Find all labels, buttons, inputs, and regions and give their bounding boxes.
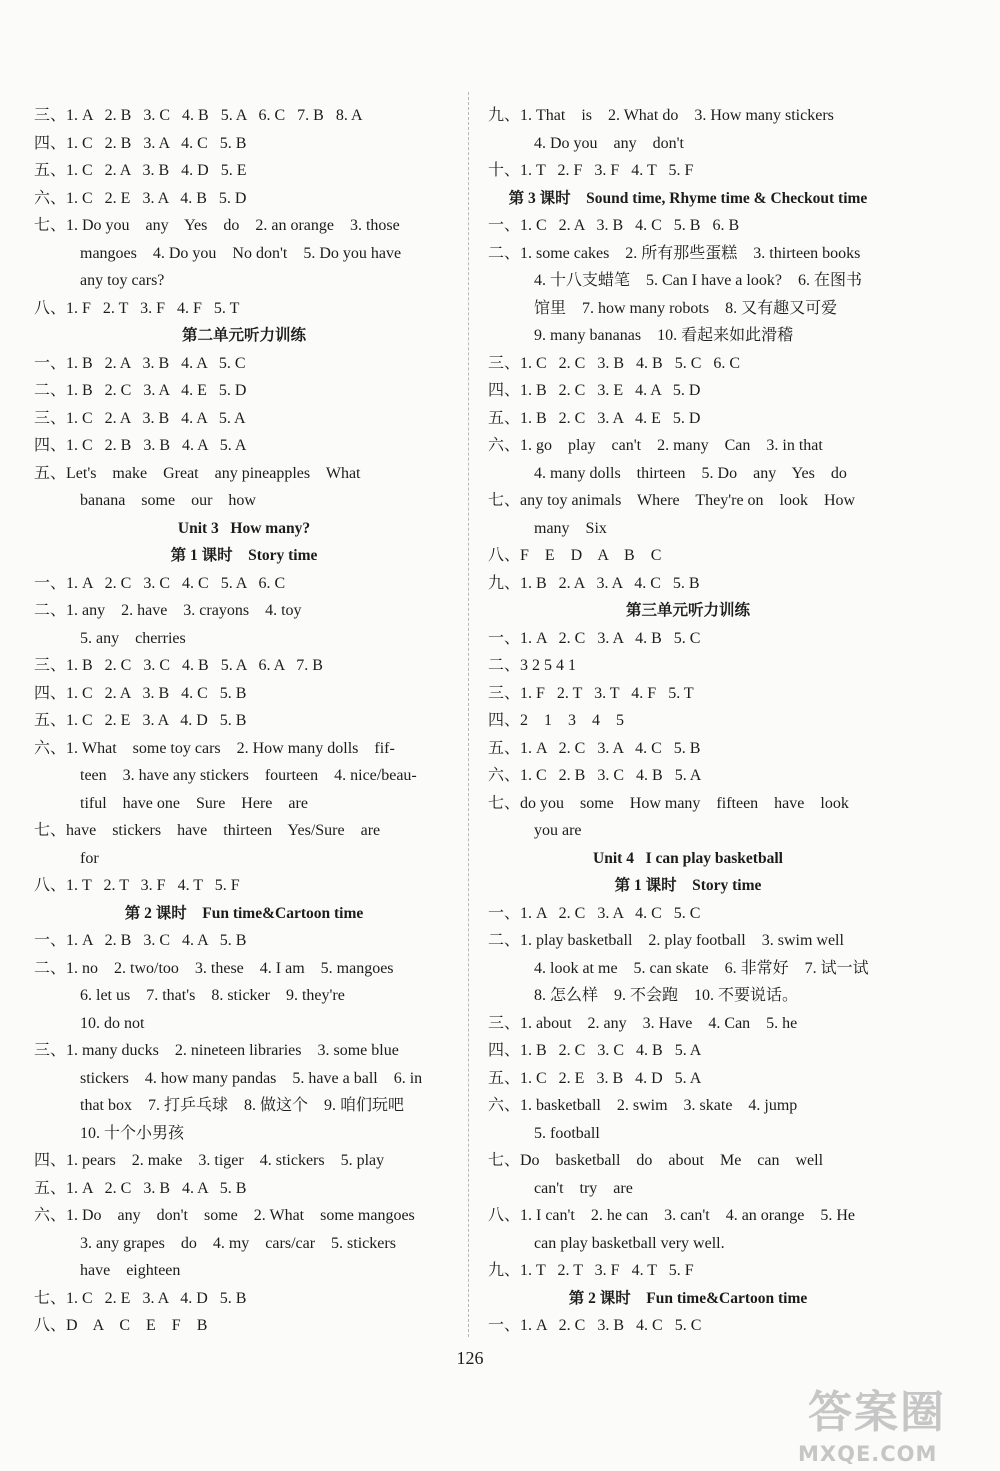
- answer-line: 二、1. B 2. C 3. A 4. E 5. D: [34, 382, 247, 399]
- answer-line: 一、1. C 2. A 3. B 4. C 5. B 6. B: [488, 217, 740, 234]
- answer-line: can play basketball very well.: [534, 1234, 725, 1252]
- watermark-logo: [790, 1385, 995, 1471]
- answer-line: 一、1. A 2. C 3. C 4. C 5. A 6. C: [34, 574, 286, 592]
- answer-line: 七、1. Do you any Yes do 2. an orange 3. those: [34, 217, 400, 234]
- section-heading: 第 1 课时 Story time: [170, 547, 318, 564]
- answer-line: 馆里 7. how many robots 8. 又有趣又可爱: [534, 299, 838, 317]
- section-heading: 第 1 课时 Story time: [614, 877, 762, 894]
- answer-line: 4. look at me 5. can skate 6. 非常好 7. 试一试: [534, 959, 869, 977]
- answer-line: 三、1. C 2. C 3. B 4. B 5. C 6. C: [488, 354, 741, 372]
- answer-line: 三、1. many ducks 2. nineteen libraries 3. some blue: [34, 1042, 399, 1059]
- section-heading: 第二单元听力训练: [181, 327, 306, 344]
- page-number: 126: [456, 1348, 484, 1368]
- answer-line: 五、1. A 2. C 3. B 4. A 5. B: [34, 1179, 247, 1197]
- answer-line: 10. do not: [80, 1014, 145, 1032]
- answer-line: 一、1. A 2. C 3. B 4. C 5. C: [488, 1317, 702, 1334]
- answer-line: 七、1. C 2. E 3. A 4. D 5. B: [34, 1289, 247, 1307]
- answer-line: 一、1. A 2. C 3. A 4. B 5. C: [488, 629, 701, 647]
- answer-line: 四、1. C 2. B 3. B 4. A 5. A: [34, 437, 247, 454]
- answer-line: can't try are: [534, 1179, 633, 1197]
- answer-line: 3. any grapes do 4. my cars/car 5. stickers: [80, 1234, 396, 1252]
- answer-line: 二、1. some cakes 2. 所有那些蛋糕 3. thirteen books: [488, 244, 861, 262]
- answer-line: 三、1. F 2. T 3. T 4. F 5. T: [488, 684, 694, 702]
- answer-line: 二、1. any 2. have 3. crayons 4. toy: [34, 602, 302, 619]
- section-heading: 第 2 课时 Fun time&Cartoon time: [124, 904, 364, 922]
- section-heading: 第 2 课时 Fun time&Cartoon time: [568, 1289, 808, 1307]
- answer-line: 二、1. no 2. two/too 3. these 4. I am 5. mangoes: [34, 959, 394, 977]
- answer-line: 8. 怎么样 9. 不会跑 10. 不要说话。: [534, 987, 799, 1004]
- answer-line: 三、1. B 2. C 3. C 4. B 5. A 6. A 7. B: [34, 657, 323, 674]
- watermark-url: MXQE.COM: [798, 1442, 938, 1466]
- answer-line: 10. 十个小男孩: [80, 1124, 185, 1142]
- answer-line: 三、1. C 2. A 3. B 4. A 5. A: [34, 409, 246, 427]
- answer-line: 三、1. about 2. any 3. Have 4. Can 5. he: [488, 1014, 798, 1032]
- answer-line: 四、1. B 2. C 3. E 4. A 5. D: [488, 382, 701, 399]
- answer-line: 四、1. pears 2. make 3. tiger 4. stickers 5. play: [34, 1152, 385, 1169]
- answer-line: 9. many bananas 10. 看起来如此滑稽: [534, 327, 794, 344]
- answer-line: 七、do you some How many fifteen have look: [488, 794, 849, 812]
- answer-line: 八、1. F 2. T 3. F 4. F 5. T: [34, 299, 240, 317]
- answer-line: 六、1. go play can't 2. many Can 3. in that: [488, 437, 823, 454]
- answer-line: 九、1. T 2. T 3. F 4. T 5. F: [488, 1262, 694, 1279]
- answer-line: 二、1. play basketball 2. play football 3. swim well: [488, 932, 844, 949]
- answer-line: 六、1. Do any don't some 2. What some mangoes: [34, 1207, 415, 1224]
- answer-line: 一、1. B 2. A 3. B 4. A 5. C: [34, 354, 246, 372]
- answer-line: 一、1. A 2. C 3. A 4. C 5. C: [488, 904, 701, 922]
- watermark-title: 答案圈: [808, 1387, 946, 1438]
- answer-line: 五、1. A 2. C 3. A 4. C 5. B: [488, 739, 701, 757]
- answer-line: 4. 十八支蜡笔 5. Can I have a look? 6. 在图书: [534, 272, 862, 289]
- answer-line: 5. football: [534, 1124, 600, 1142]
- answer-line: 6. let us 7. that's 8. sticker 9. they're: [80, 987, 345, 1004]
- section-heading: Unit 3 How many?: [177, 519, 311, 537]
- answer-line: 4. Do you any don't: [534, 134, 684, 152]
- answer-line: 八、D A C E F B: [34, 1317, 208, 1334]
- answer-line: banana some our how: [80, 492, 256, 509]
- answer-line: any toy cars?: [80, 272, 165, 289]
- answer-line: mangoes 4. Do you No don't 5. Do you have: [80, 244, 402, 262]
- answer-line: 八、F E D A B C: [488, 547, 662, 564]
- section-heading: Unit 4 I can play basketball: [593, 849, 783, 867]
- answer-line: 五、1. B 2. C 3. A 4. E 5. D: [488, 409, 701, 427]
- answer-line: 五、1. C 2. E 3. A 4. D 5. B: [34, 712, 247, 729]
- answer-line: teen 3. have any stickers fourteen 4. nice/beau-: [80, 767, 417, 784]
- answer-line: 四、1. B 2. C 3. C 4. B 5. A: [488, 1042, 702, 1059]
- answer-line: 五、1. C 2. A 3. B 4. D 5. E: [34, 162, 247, 179]
- right-answer-column: [488, 102, 888, 1340]
- answer-line: you are: [534, 822, 582, 839]
- answer-line: 七、Do basketball do about Me can well: [488, 1152, 824, 1169]
- answer-line: 五、1. C 2. E 3. B 4. D 5. A: [488, 1069, 702, 1087]
- answer-line: 九、1. B 2. A 3. A 4. C 5. B: [488, 574, 700, 592]
- section-heading: 第三单元听力训练: [625, 602, 750, 619]
- answer-line: 八、1. T 2. T 3. F 4. T 5. F: [34, 877, 240, 894]
- answer-line: 二、3 2 5 4 1: [488, 657, 577, 674]
- column-divider: [468, 92, 469, 1337]
- answer-line: stickers 4. how many pandas 5. have a ball 6. in: [80, 1069, 423, 1087]
- answer-line: 一、1. A 2. B 3. C 4. A 5. B: [34, 932, 247, 949]
- answer-line: 九、1. That is 2. What do 3. How many stickers: [488, 107, 834, 124]
- answer-line: tiful have one Sure Here are: [80, 794, 308, 812]
- answer-line: for: [80, 849, 99, 867]
- answer-line: 四、1. C 2. B 3. A 4. C 5. B: [34, 134, 247, 152]
- answer-line: 六、1. C 2. B 3. C 4. B 5. A: [488, 767, 702, 784]
- answer-line: 五、Let's make Great any pineapples What: [34, 464, 361, 482]
- answer-line: 四、1. C 2. A 3. B 4. C 5. B: [34, 684, 247, 702]
- answer-line: 六、1. C 2. E 3. A 4. B 5. D: [34, 189, 247, 207]
- section-heading: 第 3 课时 Sound time, Rhyme time & Checkout time: [508, 189, 868, 207]
- answer-line: 七、have stickers have thirteen Yes/Sure are: [34, 822, 381, 839]
- answer-line: 八、1. I can't 2. he can 3. can't 4. an orange 5. He: [488, 1207, 855, 1224]
- answer-line: 4. many dolls thirteen 5. Do any Yes do: [534, 464, 847, 482]
- answer-line: 七、any toy animals Where They're on look How: [488, 492, 856, 509]
- answer-line: that box 7. 打乒乓球 8. 做这个 9. 咱们玩吧: [80, 1097, 404, 1114]
- answer-line: 三、1. A 2. B 3. C 4. B 5. A 6. C 7. B 8. A: [34, 107, 363, 124]
- left-answer-column: [34, 102, 454, 1340]
- answer-line: many Six: [534, 519, 607, 537]
- answer-line: 5. any cherries: [80, 629, 186, 647]
- answer-line: 六、1. What some toy cars 2. How many dolls fif-: [34, 739, 395, 757]
- answer-line: 四、2 1 3 4 5: [488, 712, 625, 729]
- answer-line: have eighteen: [80, 1262, 181, 1279]
- answer-line: 十、1. T 2. F 3. F 4. T 5. F: [488, 162, 694, 179]
- answer-line: 六、1. basketball 2. swim 3. skate 4. jump: [488, 1097, 798, 1114]
